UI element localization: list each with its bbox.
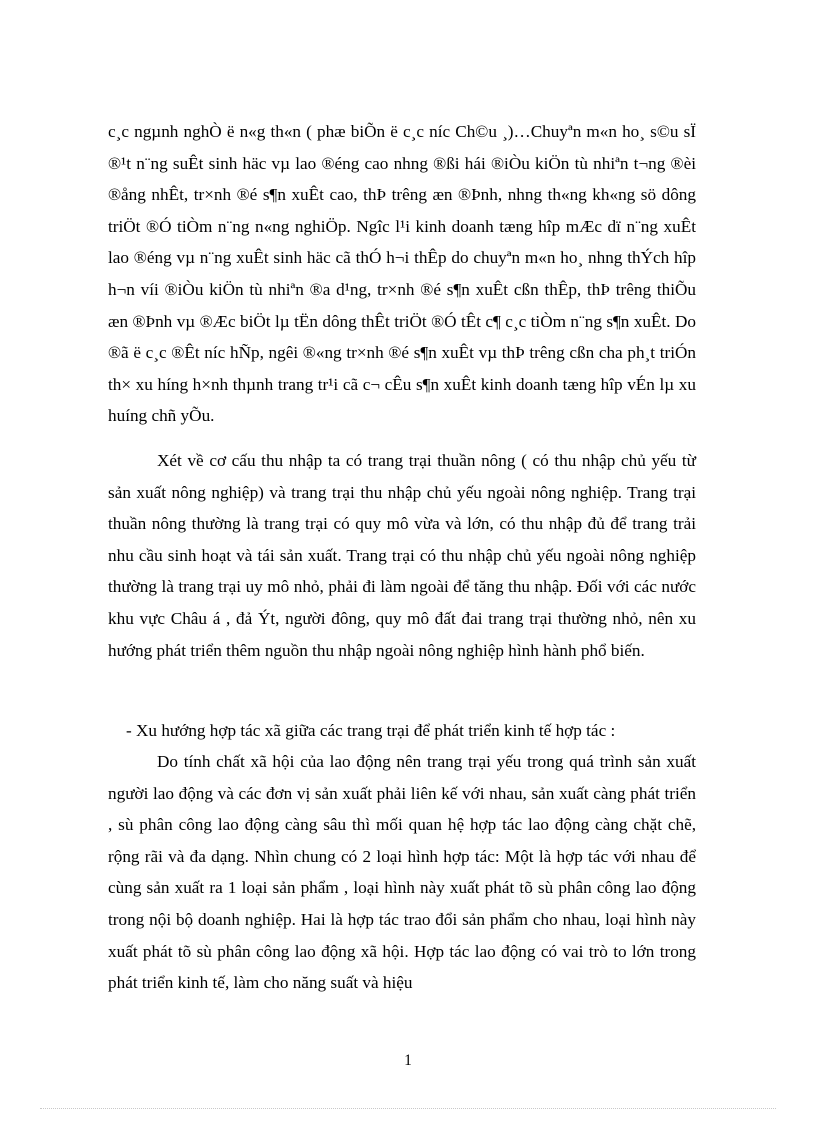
paragraph-1: c¸c ngµnh nghÒ ë n«g th«n ( phæ biÕn ë c¸c níc Ch©u ¸)…Chuyªn m«n ho¸ s©u sÏ ®¹t n¨ng suÊt sinh häc vµ lao ®éng cao nhng ®ßi hái ®iÒu kiÖn tù nhiªn t¬ng ®èi ®ång nhÊt, tr×nh ®é s¶n xuÊt cao, thÞ trêng æn ®Þnh, nhng th«ng kh«ng sö dông triÖt ®Ó tiÒm n¨ng n«ng nghiÖp. Ngîc l¹i kinh doanh tæng hîp mÆc dï n¨ng xuÊt lao ®éng vµ n¨ng xuÊt sinh häc cã thÓ h¬i thÊp do chuyªn m«n ho¸ nhng thÝch hîp h¬n víi ®iÒu kiÖn tù nhiªn ®a d¹ng, tr×nh ®é s¶n xuÊt cßn thÊp, thÞ trêng thiÕu æn ®Þnh vµ ®Æc biÖt lµ tËn dông thÊt triÖt ®Ó tÊt c¶ c¸c tiÒm n¨ng s¶n xuÊt. Do ®ã ë c¸c ®Êt níc hÑp, ngêi ®«ng tr×nh ®é s¶n xuÊt vµ thÞ trêng cßn cha ph¸t triÓn th× xu híng h×nh thµnh trang tr¹i cã c¬ cÊu s¶n xuÊt kinh doanh tæng hîp vÉn lµ xu huíng chñ yÕu. — [108, 122, 696, 426]
bullet-heading: - Xu hướng hợp tác xã giữa các trang trại để phát triển kinh tế hợp tác : — [126, 721, 616, 740]
paragraph-3: Do tính chất xã hội của lao động nên trang trại yếu trong quá trình sản xuất người lao động và các đơn vị sản xuất phải liên kế với nhau, sản xuất càng phát triển , sù phân công lao động càng sâu thì mối quan hệ hợp tác lao động càng chặt chẽ, rộng rãi và đa dạng. Nhìn chung có 2 loại hình hợp tác: Một là hợp tác với nhau để cùng sản xuất ra 1 loại sản phẩm , loại hình này xuất phát tõ sù phân công lao động trong nội bộ doanh nghiệp. Hai là hợp tác trao đổi sản phẩm cho nhau, loại hình này xuất phát tõ sù phân công lao động xã hội. Hợp tác lao động có vai trò to lớn trong phát triển kinh tế, làm cho năng suất và hiệu — [108, 752, 696, 993]
paragraph-2: Xét về cơ cấu thu nhập ta có trang trại thuần nông ( có thu nhập chủ yếu từ sản xuất nông nghiệp) và trang trại thu nhập chủ yếu ngoài nông nghiệp. Trang trại thuần nông thường là trang trại có quy mô vừa và lớn, có thu nhập đủ để trang trải nhu cầu sinh hoạt và tái sản xuất. Trang trại có thu nhập chủ yếu ngoài nông nghiệp thường là trang trại uy mô nhỏ, phải đi làm ngoài để tăng thu nhập. Đối với các nước khu vực Châu á , đả Ýt, người đông, quy mô đất đai trang trại thường nhỏ, nên xu hướng phát triển thêm nguồn thu nhập ngoài nông nghiệp hình hành phổ biến. — [108, 451, 696, 660]
footer-divider — [40, 1108, 776, 1109]
page-number: 1 — [404, 1052, 412, 1069]
